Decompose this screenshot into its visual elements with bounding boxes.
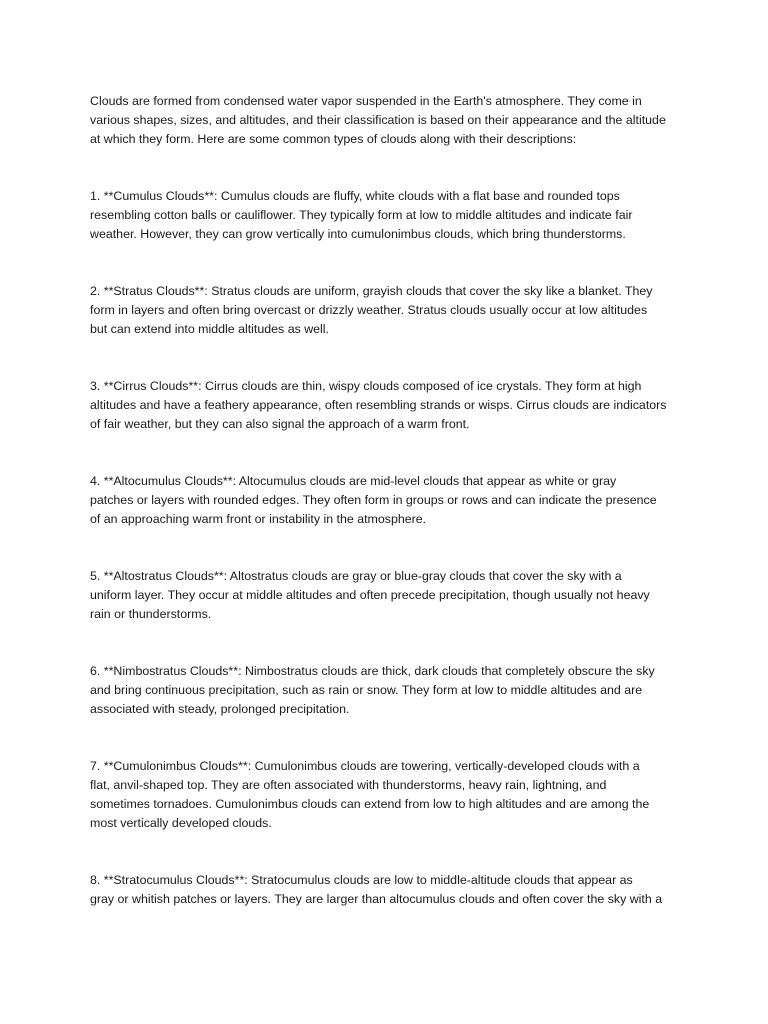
text-line: gray or whitish patches or layers. They are larger than altocumulus clouds and often cover the sky with a (90, 892, 663, 906)
text-line: various shapes, sizes, and altitudes, and their classification is based on their appearance and the altitude (90, 113, 666, 127)
text-line: of fair weather, but they can also signal the approach of a warm front. (90, 417, 470, 431)
text-line: form in layers and often bring overcast or drizzly weather. Stratus clouds usually occur at low altitudes (90, 303, 648, 317)
text-line: 3. **Cirrus Clouds**: Cirrus clouds are thin, wispy clouds composed of ice crystals. They form at high (90, 379, 642, 393)
altostratus-paragraph (90, 567, 690, 624)
text-line: patches or layers with rounded edges. They often form in groups or rows and can indicate the presence (90, 493, 657, 507)
document-body (90, 92, 690, 947)
cirrus-paragraph (90, 377, 690, 434)
nimbostratus-paragraph (90, 662, 690, 719)
altocumulus-paragraph (90, 472, 690, 529)
text-line: altitudes and have a feathery appearance, often resembling strands or wisps. Cirrus clouds are indicators (90, 398, 667, 412)
text-line: rain or thunderstorms. (90, 607, 212, 621)
stratus-paragraph (90, 282, 690, 339)
text-line: weather. However, they can grow vertically into cumulonimbus clouds, which bring thunderstorms. (90, 227, 626, 241)
text-line: 5. **Altostratus Clouds**: Altostratus clouds are gray or blue-gray clouds that cover the sky with a (90, 569, 622, 583)
text-line: 1. **Cumulus Clouds**: Cumulus clouds are fluffy, white clouds with a flat base and rounded tops (90, 189, 620, 203)
text-line: at which they form. Here are some common types of clouds along with their descriptions: (90, 132, 577, 146)
text-line: 2. **Stratus Clouds**: Stratus clouds are uniform, grayish clouds that cover the sky like a blanket. They (90, 284, 653, 298)
text-line: 7. **Cumulonimbus Clouds**: Cumulonimbus clouds are towering, vertically-developed clouds with a (90, 759, 640, 773)
text-line: 8. **Stratocumulus Clouds**: Stratocumulus clouds are low to middle-altitude clouds that appear as (90, 873, 633, 887)
text-line: 4. **Altocumulus Clouds**: Altocumulus clouds are mid-level clouds that appear as white or gray (90, 474, 617, 488)
text-line: most vertically developed clouds. (90, 816, 272, 830)
text-line: resembling cotton balls or cauliflower. They typically form at low to middle altitudes and indicate fair (90, 208, 633, 222)
stratocumulus-paragraph (90, 871, 690, 909)
text-line: Clouds are formed from condensed water vapor suspended in the Earth's atmosphere. They come in (90, 94, 642, 108)
text-line: 6. **Nimbostratus Clouds**: Nimbostratus clouds are thick, dark clouds that completely obscure the sky (90, 664, 655, 678)
text-line: and bring continuous precipitation, such as rain or snow. They form at low to middle altitudes and are (90, 683, 643, 697)
intro-paragraph (90, 92, 690, 149)
cumulonimbus-paragraph (90, 757, 690, 833)
text-line: of an approaching warm front or instability in the atmosphere. (90, 512, 427, 526)
text-line: uniform layer. They occur at middle altitudes and often precede precipitation, though usually not heavy (90, 588, 650, 602)
text-line: sometimes tornadoes. Cumulonimbus clouds can extend from low to high altitudes and are among the (90, 797, 650, 811)
cumulus-paragraph (90, 187, 690, 244)
text-line: flat, anvil-shaped top. They are often associated with thunderstorms, heavy rain, lightning, and (90, 778, 607, 792)
text-line: associated with steady, prolonged precipitation. (90, 702, 350, 716)
text-line: but can extend into middle altitudes as well. (90, 322, 330, 336)
